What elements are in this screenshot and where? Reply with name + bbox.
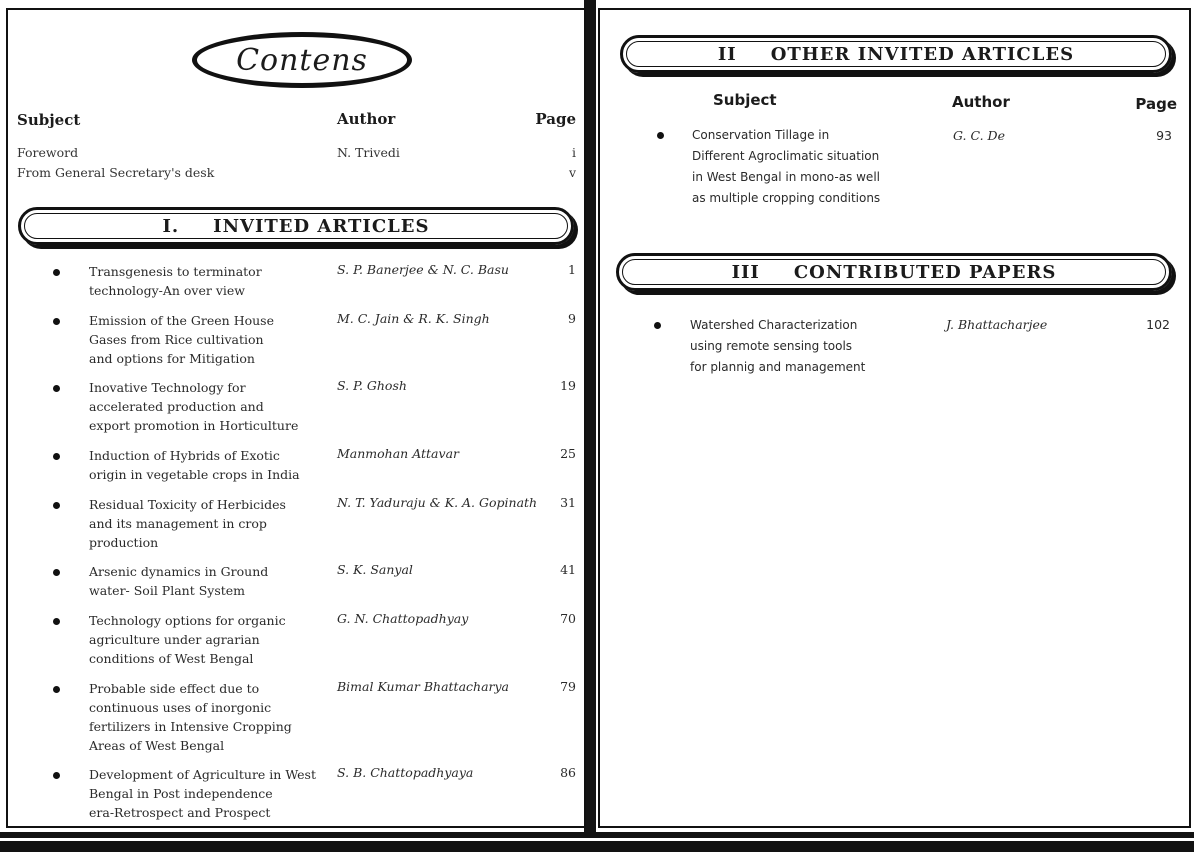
front-matter-subject: From General Secretary's desk [17,165,215,180]
bullet-icon [53,618,60,625]
bullet-icon [53,269,60,276]
entry-author: M. C. Jain & R. K. Singh [337,311,490,326]
left-page [6,8,586,828]
entry-author: G. C. De [953,128,1005,143]
front-matter-page: i [572,145,576,160]
section-title: CONTRIBUTED PAPERS [793,261,1057,283]
entry-author: S. B. Chattopadhyaya [337,765,474,780]
bullet-icon [53,318,60,325]
entry-author: Bimal Kumar Bhattacharya [337,679,510,694]
entry-subject: Emission of the Green House Gases from Rice cultivation and options for Mitigation [89,313,274,366]
section-banner-invited-articles [18,207,574,245]
entry-subject: Residual Toxicity of Herbicides and its management in crop production [89,497,286,550]
entry-page: 79 [560,679,576,694]
entry-page: 102 [1146,317,1170,332]
page-header: Page [1135,95,1177,113]
section-title: INVITED ARTICLES [213,215,430,237]
front-matter-author: N. Trivedi [337,145,400,160]
entry-page: 1 [568,262,576,277]
entry-subject: Transgenesis to terminator technology-An over view [89,264,262,298]
entry-subject: Induction of Hybrids of Exotic origin in vegetable crops in India [89,448,300,482]
entry-subject: Conservation Tillage in Different Agroclimatic situation in West Bengal in mono-as well as multiple cropping conditions [692,128,881,205]
bullet-icon [53,686,60,693]
entry-author: S. P. Banerjee & N. C. Basu [337,262,509,277]
entry-page: 9 [568,311,576,326]
section-number: II [717,43,737,65]
entry-page: 31 [560,495,576,510]
entry-page: 93 [1156,128,1172,143]
entry-subject: Technology options for organic agriculture under agrarian conditions of West Bengal [89,613,286,666]
entry-author: G. N. Chattopadhyay [337,611,469,626]
section-banner-contributed-papers [616,253,1172,291]
section-banner-other-invited-articles [620,35,1172,73]
entry-author: N. T. Yaduraju & K. A. Gopinath [337,495,538,510]
section-number: III [731,261,760,283]
author-header: Author [337,110,396,128]
entry-subject: Development of Agriculture in West Bengal in Post independence era-Retrospect and Prospect [89,767,316,820]
entry-page: 41 [560,562,576,577]
entry-subject: Probable side effect due to continuous uses of inorgonic fertilizers in Intensive Cropping Areas of West Bengal [89,681,292,753]
entry-subject: Watershed Characterization using remote sensing tools for plannig and management [690,318,866,374]
bullet-icon [657,132,664,139]
bullet-icon [53,453,60,460]
bullet-icon [53,502,60,509]
entry-author: S. P. Ghosh [337,378,407,393]
front-matter-subject: Foreword [17,145,79,160]
entry-subject: Arsenic dynamics in Ground water- Soil Plant System [89,564,269,598]
front-matter-page: v [568,165,576,180]
entry-subject: Inovative Technology for accelerated production and export promotion in Horticulture [89,380,299,433]
entry-author: S. K. Sanyal [337,562,413,577]
entry-page: 70 [560,611,576,626]
subject-header: Subject [17,111,81,129]
bullet-icon [654,322,661,329]
title-oval [192,32,412,88]
page-header: Page [535,110,576,128]
entry-page: 25 [560,446,576,461]
entry-author: J. Bhattacharjee [946,317,1048,332]
subject-header: Subject [713,91,777,109]
entry-page: 19 [560,378,576,393]
section-title: OTHER INVITED ARTICLES [770,43,1075,65]
bullet-icon [53,385,60,392]
bottom-border [0,832,1194,852]
bullet-icon [53,569,60,576]
section-number: I. [162,215,180,237]
bullet-icon [53,772,60,779]
entry-author: Manmohan Attavar [337,446,460,461]
author-header: Author [952,93,1010,111]
right-page [598,8,1191,828]
entry-page: 86 [560,765,576,780]
page-title: Contens [236,42,368,78]
